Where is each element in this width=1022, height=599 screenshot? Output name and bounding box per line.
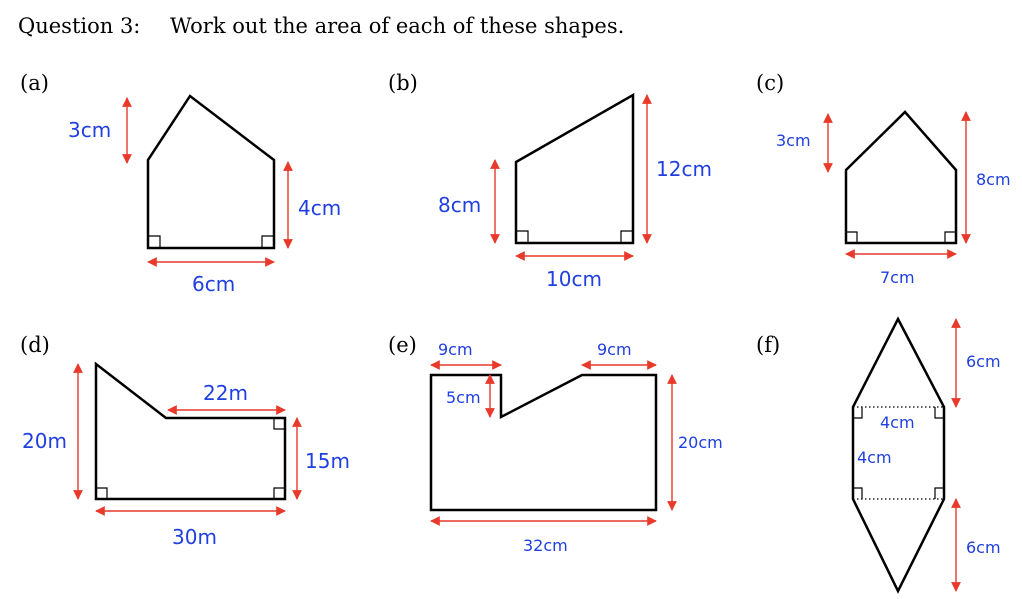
- right-angle-marker: [96, 488, 107, 499]
- part-label-f: (f): [756, 333, 781, 357]
- dimension-label: 8cm: [438, 193, 482, 217]
- dimension-label: 15m: [305, 449, 350, 473]
- trapezium-shape-b: [516, 95, 633, 243]
- right-angle-marker: [853, 488, 862, 499]
- dimension-label: 10cm: [546, 267, 602, 291]
- dimension-label: 5cm: [446, 388, 481, 407]
- dimension-label: 30m: [172, 525, 217, 549]
- dimension-label: 3cm: [776, 131, 811, 150]
- shape-c: [756, 71, 1011, 287]
- shape-b: [388, 71, 712, 291]
- right-angle-marker: [846, 232, 857, 243]
- question-text: Work out the area of each of these shapes.: [170, 14, 625, 38]
- part-label-d: (d): [20, 333, 50, 357]
- right-angle-marker: [516, 231, 528, 243]
- part-label-b: (b): [388, 71, 418, 95]
- shape-e: [388, 333, 723, 555]
- shape-d: [20, 333, 350, 549]
- part-label-c: (c): [756, 71, 785, 95]
- right-angle-marker: [148, 236, 160, 248]
- dimension-label: 4cm: [857, 448, 892, 467]
- dimension-label: 6cm: [192, 272, 236, 296]
- right-angle-marker: [935, 488, 944, 499]
- part-label-e: (e): [388, 333, 417, 357]
- question-number: Question 3:: [18, 14, 141, 38]
- part-label-a: (a): [20, 71, 49, 95]
- dimension-label: 4cm: [298, 196, 342, 220]
- dimension-label: 32cm: [523, 536, 568, 555]
- pentagon-shape-a: [148, 96, 274, 248]
- pentagon-shape-c: [846, 112, 956, 243]
- dimension-label: 8cm: [976, 170, 1011, 189]
- dimension-label: 3cm: [68, 118, 112, 142]
- shape-a: [20, 71, 341, 296]
- dimension-label: 20cm: [678, 433, 723, 452]
- dimension-label: 12cm: [656, 157, 712, 181]
- right-angle-marker: [945, 232, 956, 243]
- right-angle-marker: [853, 407, 862, 418]
- right-angle-marker: [621, 231, 633, 243]
- shape-f: [756, 319, 1001, 591]
- right-angle-marker: [935, 407, 944, 418]
- dimension-label: 20m: [22, 429, 67, 453]
- dimension-label: 6cm: [966, 352, 1001, 371]
- right-angle-marker: [274, 418, 285, 429]
- composite-shape-d: [96, 364, 285, 499]
- dimension-label: 9cm: [438, 340, 473, 359]
- dimension-label: 9cm: [597, 340, 632, 359]
- dimension-label: 4cm: [880, 413, 915, 432]
- dimension-label: 22m: [203, 381, 248, 405]
- right-angle-marker: [262, 236, 274, 248]
- dimension-label: 6cm: [966, 538, 1001, 557]
- dimension-label: 7cm: [880, 268, 915, 287]
- right-angle-marker: [274, 488, 285, 499]
